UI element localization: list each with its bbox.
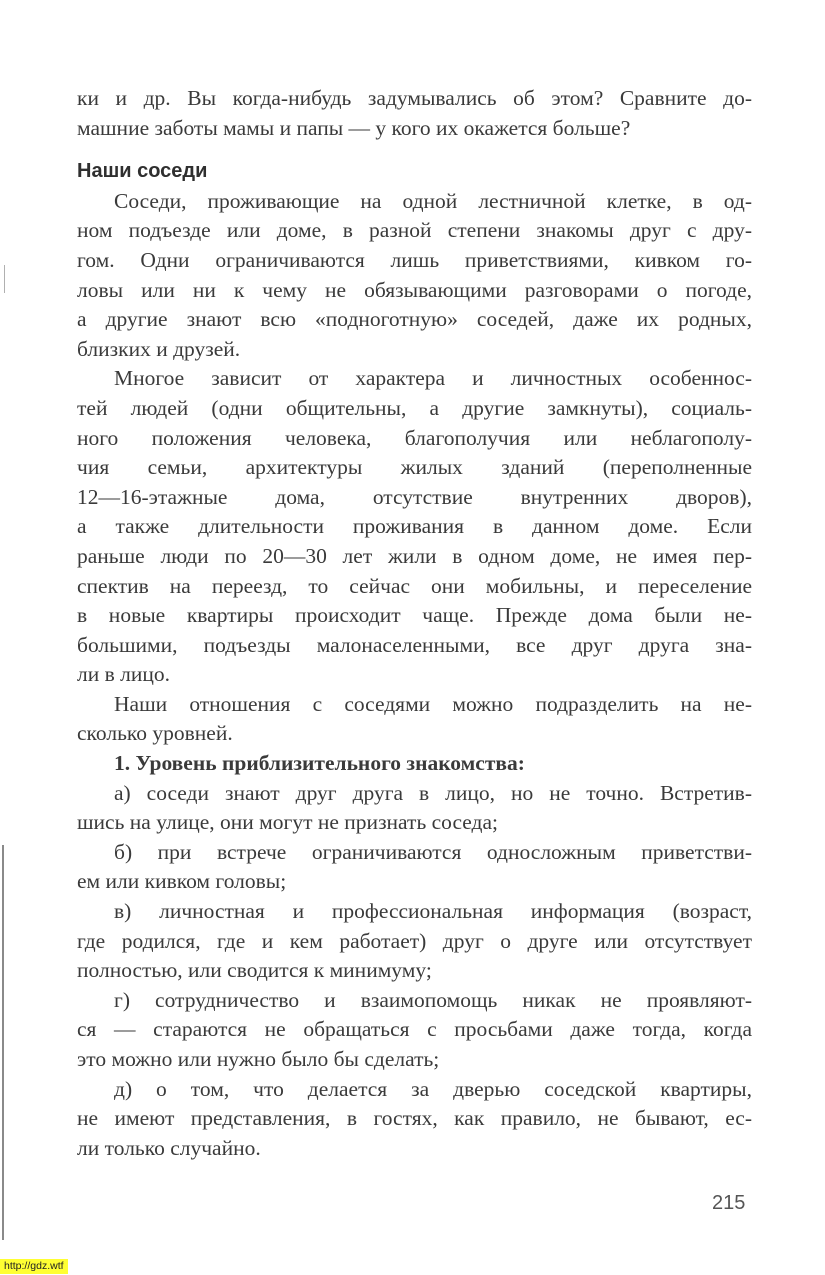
text-line: а другие знают всю «подноготную» соседей, даже их родных, [77,307,752,332]
level-heading: 1. Уровень приблизительного знакомства: [114,751,525,776]
text-line: Соседи, проживающие на одной лестничной клетке, в од- [114,188,752,213]
watermark-link[interactable]: http://gdz.wtf [0,1259,68,1274]
list-item-line: д) о том, что делается за дверью соседской квартиры, [114,1076,752,1101]
list-item-line: в) личностная и профессиональная информация (возраст, [114,899,752,924]
list-item-line: б) при встрече ограничиваются односложным приветстви- [114,839,752,864]
text-line: раньше люди по 20—30 лет жили в одном доме, не имея пер- [77,543,752,568]
text-line: ного положения человека, благополучия или неблагополу- [77,425,752,450]
section-heading: Наши соседи [77,160,208,183]
list-item-line: а) соседи знают друг друга в лицо, но не точно. Встретив- [114,780,752,805]
scan-edge-line [2,845,4,1240]
scan-edge-mark [4,265,5,293]
list-item-line: это можно или нужно было бы сделать; [77,1047,440,1071]
text-line: ловы или ни к чему не обязывающими разговорами о погоде, [77,277,752,302]
text-line: сколько уровней. [77,721,233,746]
text-line: гом. Одни ограничиваются лишь приветствиями, кивком го- [77,247,752,272]
text-line: ки и др. Вы когда-нибудь задумывались об этом? Сравните до- [77,86,752,110]
text-line: тей людей (одни общительны, а другие замкнуты), социаль- [77,395,752,420]
list-item-line: шись на улице, они могут не признать соседа; [77,810,498,835]
page-text [77,84,752,1163]
text-line: спектив на переезд, то сейчас они мобильны, и переселение [77,573,752,598]
list-item-line: г) сотрудничество и взаимопомощь никак не проявляют- [114,987,752,1012]
text-line: большими, подъезды малонаселенными, все друг друга зна- [77,632,752,657]
list-item-line: ся — стараются не обращаться с просьбами даже тогда, когда [77,1017,752,1042]
text-line: Наши отношения с соседями можно подразделить на не- [114,691,752,716]
text-line: 12—16-этажные дома, отсутствие внутренних дворов), [77,484,752,509]
list-item-line: не имеют представления, в гостях, как правило, не бывают, ес- [77,1106,752,1131]
text-line: а также длительности проживания в данном доме. Если [77,514,752,539]
list-item-line: ем или кивком головы; [77,869,287,894]
list-item-line: где родился, где и кем работает) друг о друге или отсутствует [77,928,752,953]
text-line: чия семьи, архитектуры жилых зданий (переполненные [77,455,752,480]
text-line: Многое зависит от характера и личностных особеннос- [114,366,752,391]
text-line: ли в лицо. [77,662,171,687]
text-line: машние заботы мамы и папы — у кого их окажется больше? [77,115,631,140]
page-number: 215 [712,1192,746,1214]
text-line: ном подъезде или доме, в разной степени знакомы друг с дру- [77,218,752,243]
text-line: в новые квартиры происходит чаще. Прежде дома были не- [77,603,752,628]
list-item-line: полностью, или сводится к минимуму; [77,958,432,983]
text-line: близких и друзей. [77,336,241,361]
list-item-line: ли только случайно. [77,1135,261,1160]
